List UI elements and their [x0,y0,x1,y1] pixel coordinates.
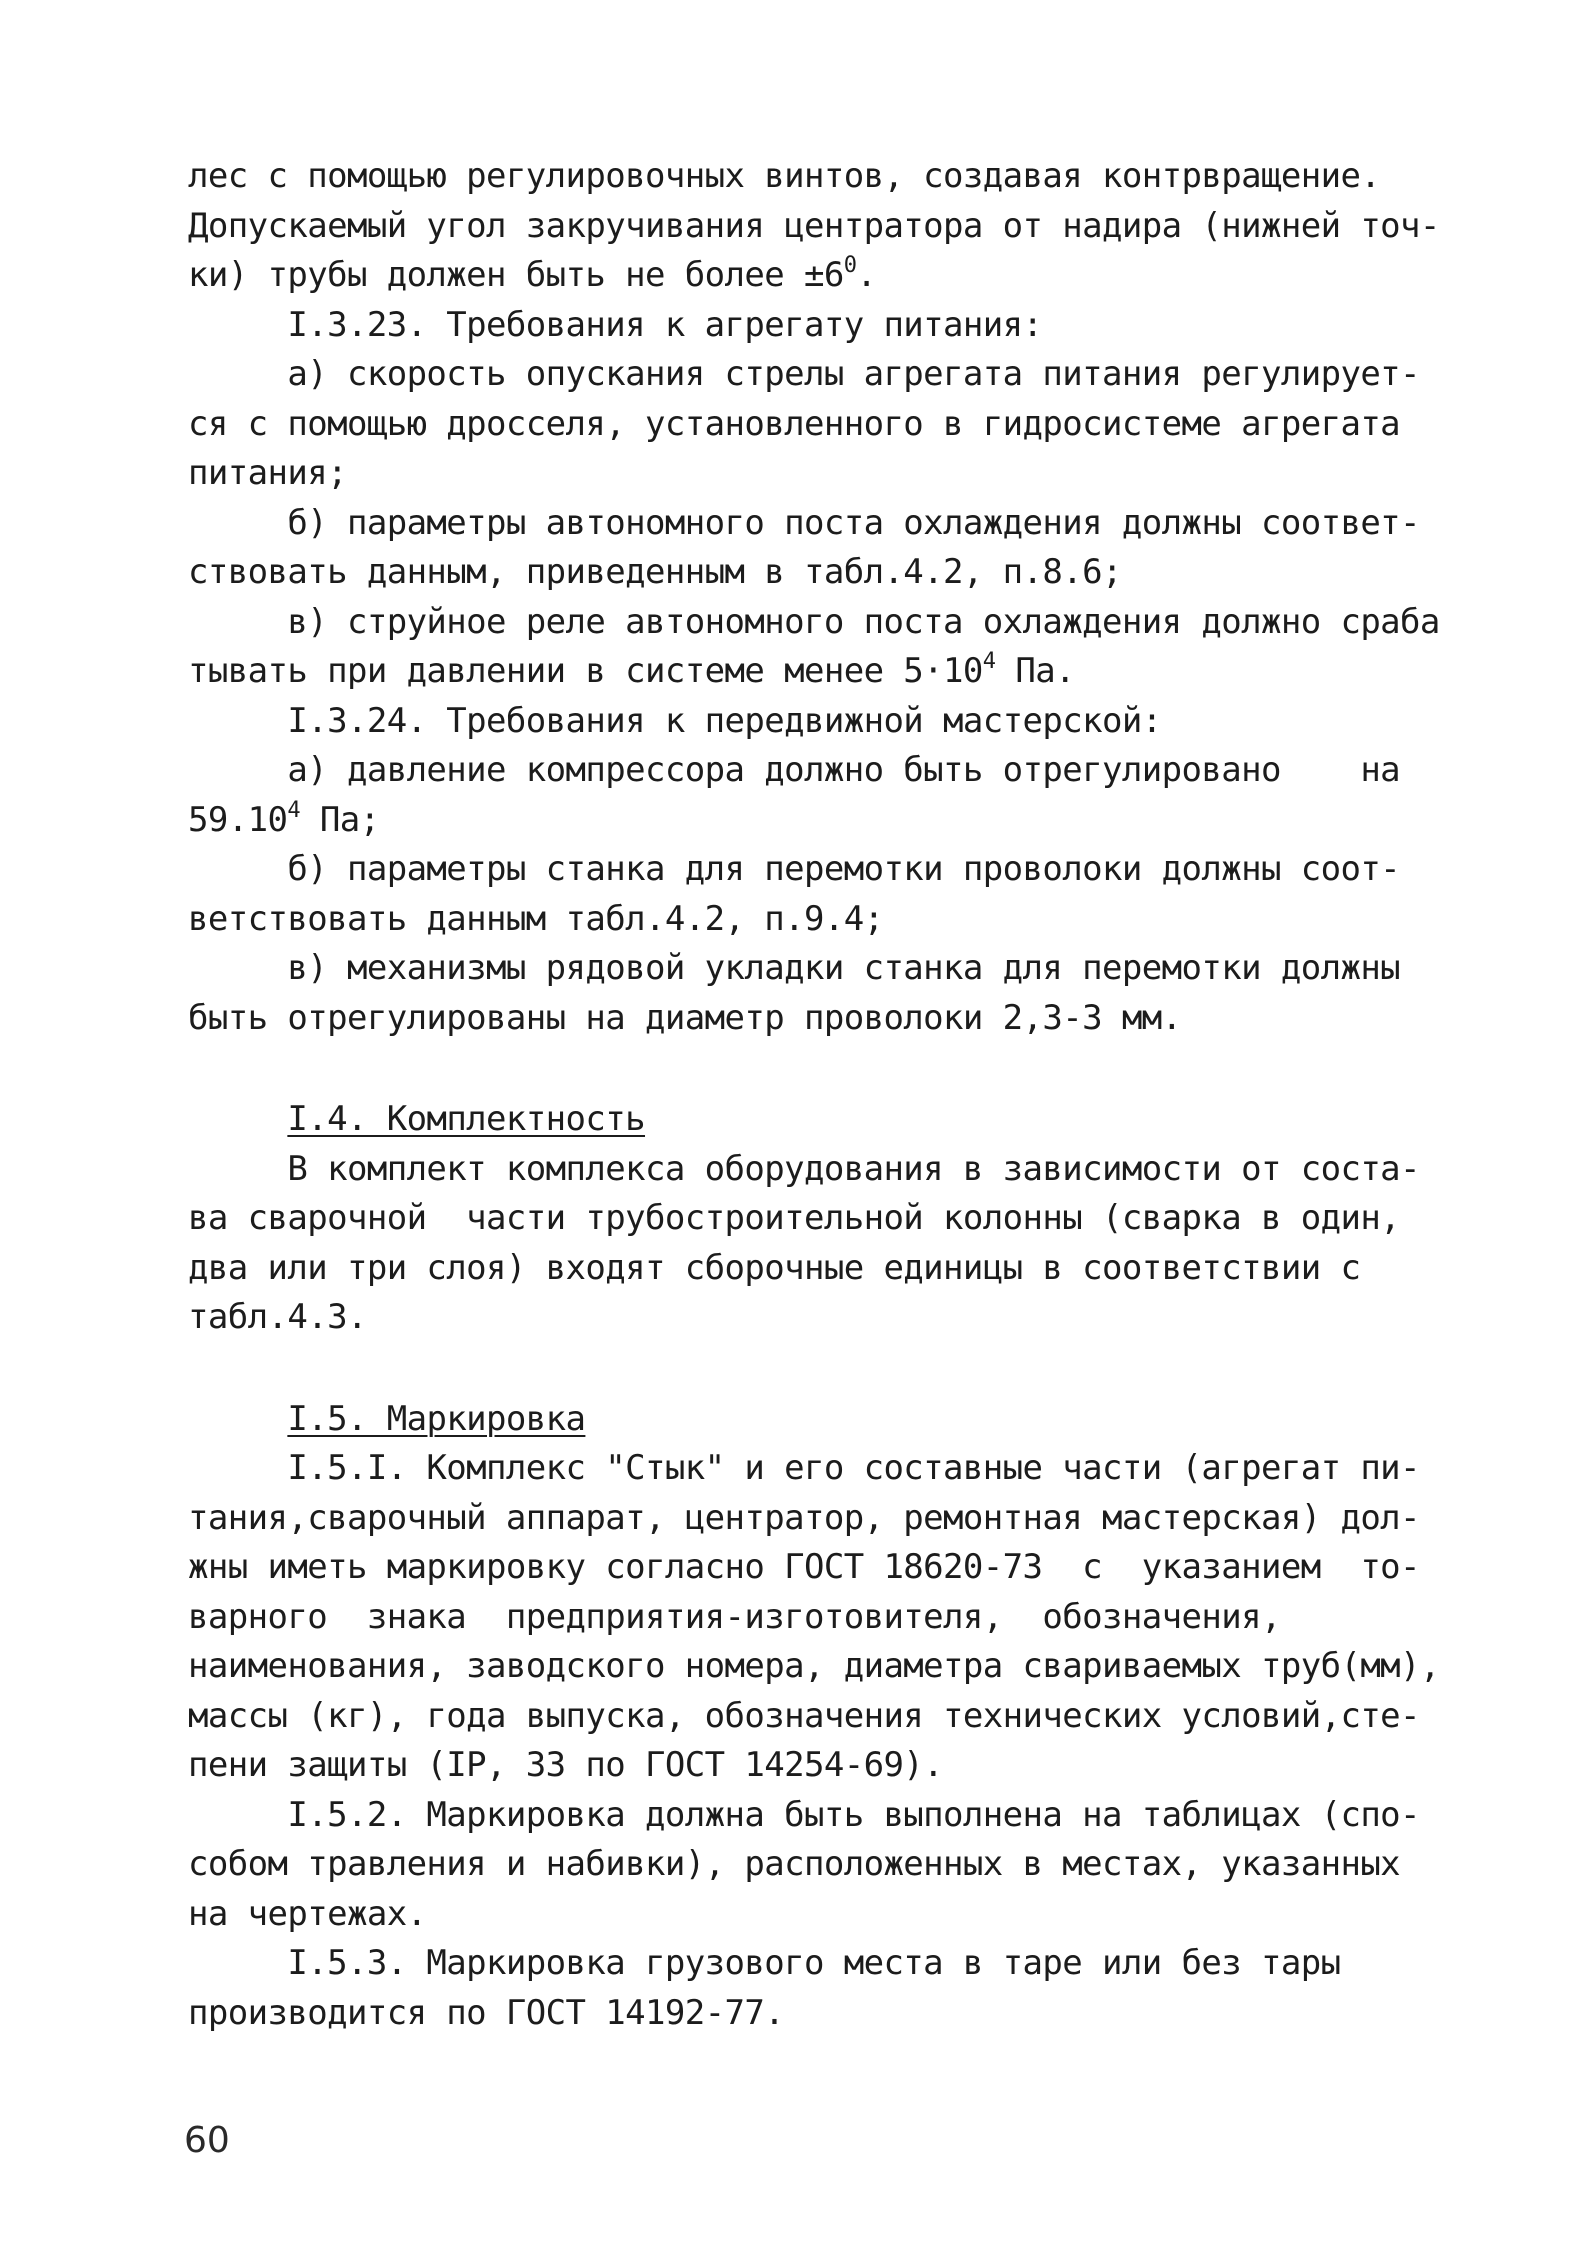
text-line: быть отрегулированы на диаметр проволоки 2,3-3 мм. [188,997,1182,1038]
text-line: I.5.3. Маркировка грузового места в таре или без тары [188,1943,1341,1983]
text-line: а) давление компрессора должно быть отрегулировано на [188,750,1401,790]
heading-text: I.5. Маркировка [287,1398,586,1439]
text-line: производится по ГОСТ 14192-77. [188,1992,785,2033]
text-line: ветствовать данным табл.4.2, п.9.4; [188,898,884,939]
text-line: ва сварочной части трубостроительной колонны (сварка в один, [188,1198,1401,1238]
text-line: на чертежах. [188,1893,427,1934]
text-line: ствовать данным, приведенным в табл.4.2, п.8.6; [188,552,1122,592]
text-line: собом травления и набивки), расположенных в местах, указанных [188,1844,1401,1884]
text-line: I.5.2. Маркировка должна быть выполнена на таблицах (спо- [188,1794,1420,1835]
text-line: табл.4.3. [188,1297,367,1337]
text-line: а) скорость опускания стрелы агрегата питания регулирует- [188,354,1420,394]
text-line [188,796,1488,846]
section-heading-marking [188,1395,1488,1445]
text-line: два или три слоя) входят сборочные единицы в соответствии с [188,1247,1361,1288]
text-line: пени защиты (IP, 33 по ГОСТ 14254-69). [188,1745,944,1785]
section-gap [188,1043,1488,1095]
clause-title: I.3.23. Требования к агрегату питания: [188,304,1043,345]
text-line [188,647,1488,697]
text-line: В комплект комплекса оборудования в зависимости от соста- [188,1148,1420,1189]
text-line: б) параметры станка для перемотки проволоки должны соот- [188,849,1401,889]
text-line: I.5.I. Комплекс "Стык" и его составные части (агрегат пи- [188,1448,1420,1488]
text-line: массы (кг), года выпуска, обозначения технических условий,сте- [188,1695,1420,1736]
text-fragment: 59.10 [188,799,288,840]
text-line: жны иметь маркировку согласно ГОСТ 18620-73 с указанием то- [188,1547,1420,1587]
text-line: лес с помощью регулировочных винтов, создавая контрвращение. [188,156,1381,196]
text-line: питания; [188,453,347,493]
section-gap [188,1343,1488,1395]
text-line: б) параметры автономного поста охлаждения должны соответ- [188,502,1420,543]
text-line: варного знака предприятия-изготовителя, обозначения, [188,1596,1281,1637]
page-number: 60 [184,2120,230,2161]
text-line: наименования, заводского номера, диаметра свариваемых труб(мм), [188,1646,1440,1686]
superscript-exponent: 4 [287,797,301,823]
heading-text: I.4. Комплектность [287,1099,646,1139]
text-line: тания,сварочный аппарат, центратор, ремонтная мастерская) дол- [188,1497,1420,1538]
text-line: в) струйное реле автономного поста охлаждения должно сраба [188,601,1440,642]
text-fragment: Па; [300,799,380,840]
text-line: в) механизмы рядовой укладки станка для перемотки должны [188,948,1401,988]
text-fragment: ки) трубы должен быть не более ±6 [188,255,844,295]
clause-title: I.3.24. Требования к передвижной мастерской: [188,700,1162,741]
section-heading-completeness [188,1095,1488,1145]
superscript-degree: 0 [843,253,857,278]
text-line: ся с помощью дросселя, установленного в гидросистеме агрегата [188,403,1401,444]
text-line: Допускаемый угол закручивания центратора от надира (нижней точ- [188,205,1440,246]
text-fragment: Па. [995,651,1075,691]
superscript-exponent: 4 [982,649,996,674]
document-body [188,152,1488,2038]
text-fragment: . [856,255,877,295]
text-fragment: тывать при давлении в системе менее 5·10 [188,651,983,691]
text-line [188,251,1488,301]
